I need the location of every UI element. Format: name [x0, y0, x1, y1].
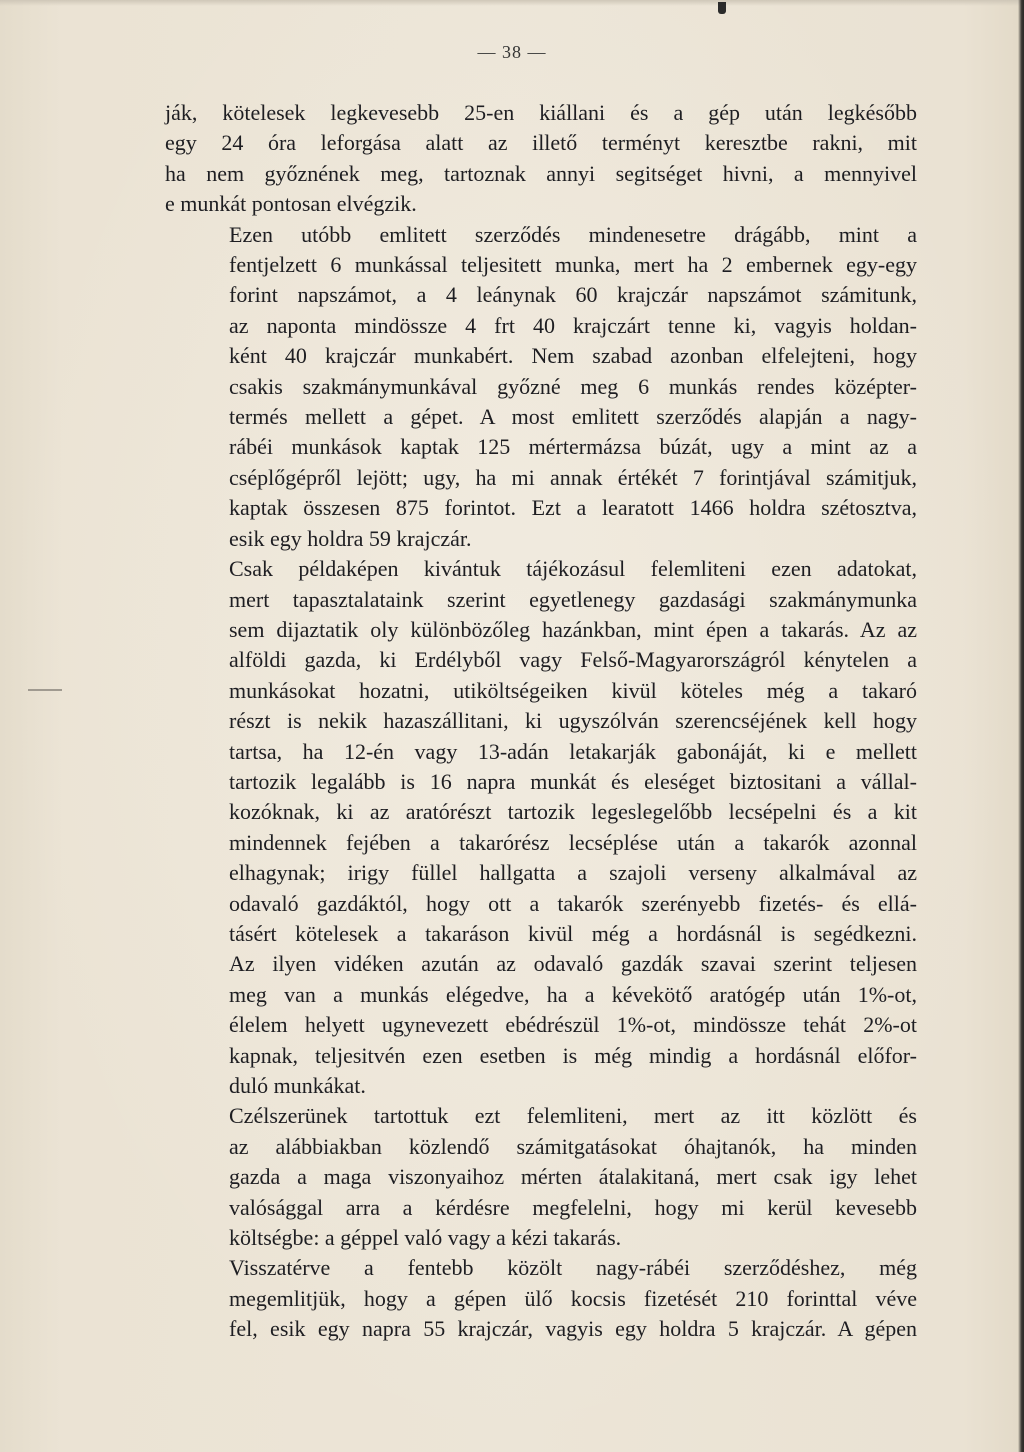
text-line: Ezen utóbb emlitett szerződés mindenesetre drágább, mint a — [229, 221, 917, 247]
text-line: elhagynak; irigy füllel hallgatta a szajoli verseny alkalmával az — [229, 860, 917, 886]
text-line: ha nem győznének meg, tartoznak annyi segitséget hivni, a mennyivel — [165, 160, 917, 186]
text-line: mindennek fejében a takarórész lecséplése után a takarók azonnal — [229, 829, 917, 855]
text-line: duló munkákat. — [229, 1073, 366, 1098]
text-line: kozóknak, ki az aratórészt tartozik legeslegelőbb lecsépelni és a kit — [229, 799, 917, 825]
text-line: Csak példaképen kivántuk tájékozásul felemliteni ezen adatokat, — [229, 556, 917, 582]
text-line: ként 40 krajczár munkabért. Nem szabad azonban elfelejteni, hogy — [229, 343, 917, 369]
text-line: az alábbiakban közlendő számitgatásokat óhajtanók, ha minden — [229, 1133, 917, 1159]
text-line: csakis szakmánymunkával győzné meg 6 munkás rendes középter- — [229, 373, 917, 399]
scan-artifact-mark — [718, 2, 726, 14]
text-line: költségbe: a géppel való vagy a kézi takarás. — [229, 1225, 622, 1251]
text-line: tartsa, ha 12-én vagy 13-adán letakarják gabonáját, ki e mellett — [229, 738, 917, 764]
text-line: meg van a munkás elégedve, ha a kévekötő aratógép után 1%-ot, — [229, 981, 917, 1007]
text-line: fel, esik egy napra 55 krajczár, vagyis egy holdra 5 krajczár. A gépen — [229, 1316, 917, 1342]
text-line: egy 24 óra leforgása alatt az illető terményt keresztbe rakni, mit — [165, 130, 917, 156]
text-line: tartozik legalább is 16 napra munkát és eleséget biztositani a vállal- — [229, 768, 917, 794]
text-line: kapnak, teljesitvén ezen esetben is még mindig a hordásnál előfor- — [229, 1042, 917, 1068]
text-line: mert tapasztalataink szerint egyetlenegy gazdasági szakmánymunka — [229, 586, 917, 612]
paragraph-2 — [165, 220, 917, 554]
text-line: sem dijaztatik oly különbözőleg hazánkban, mint épen a takarás. Az az — [229, 616, 917, 642]
text-line: élelem helyett ugynevezett ebédrészül 1%-ot, mindössze tehát 2%-ot — [229, 1012, 917, 1038]
text-line: tásért kötelesek a takaráson kivül még a hordásnál is segédkezni. — [229, 920, 917, 946]
text-line: termés mellett a gépet. A most emlitett szerződés alapján a nagy- — [229, 404, 917, 430]
text-line: odavaló gazdáktól, hogy ott a takarók szerényebb fizetés- és ellá- — [229, 890, 917, 916]
text-line: e munkát pontosan elvégzik. — [165, 191, 417, 217]
margin-pencil-mark — [28, 689, 62, 691]
text-line: munkásokat hozatni, utiköltségeiken kivül köteles még a takaró — [229, 677, 917, 703]
text-line: valósággal arra a kérdésre megfelelni, hogy mi kerül kevesebb — [229, 1194, 917, 1220]
paragraph-4 — [165, 1101, 917, 1253]
text-line: cséplőgépről lejött; ugy, ha mi annak értékét 7 forintjával számitjuk, — [229, 464, 917, 490]
paragraph-1 — [165, 98, 917, 220]
text-line: részt is nekik hazaszállitani, ki ugyszólván szerencséjének kell hogy — [229, 708, 917, 734]
paragraph-5 — [165, 1253, 917, 1344]
text-line: gazda a maga viszonyaihoz mérten átalakitaná, mert csak igy lehet — [229, 1164, 917, 1190]
paragraph-3 — [165, 554, 917, 1101]
text-line: az naponta mindössze 4 frt 40 krajczárt tenne ki, vagyis holdan- — [229, 312, 917, 338]
text-line: forint napszámot, a 4 leánynak 60 krajczár napszámot számitunk, — [229, 282, 917, 308]
text-line: fentjelzett 6 munkással teljesitett munka, mert ha 2 embernek egy-egy — [229, 252, 917, 278]
body-text — [165, 98, 917, 1345]
text-line: esik egy holdra 59 krajczár. — [229, 525, 472, 551]
page-number: — 38 — — [477, 42, 547, 62]
text-line: Czélszerünek tartottuk ezt felemliteni, mert az itt közlött és — [229, 1103, 917, 1129]
page-top-edge — [0, 0, 1024, 6]
page-right-edge-shadow — [1018, 0, 1024, 1452]
text-line: Visszatérve a fentebb közölt nagy-rábéi szerződéshez, még — [229, 1255, 917, 1281]
text-line: ják, kötelesek legkevesebb 25-en kiállani és a gép után legkésőbb — [165, 100, 917, 125]
text-line: rábéi munkások kaptak 125 mértermázsa búzát, ugy a mint az a — [229, 434, 917, 460]
text-line: kaptak összesen 875 forintot. Ezt a learatott 1466 holdra szétosztva, — [229, 495, 917, 521]
text-line: alföldi gazda, ki Erdélyből vagy Felső-Magyarországról kénytelen a — [229, 647, 917, 673]
text-line: megemlitjük, hogy a gépen ülő kocsis fizetését 210 forinttal véve — [229, 1285, 917, 1311]
text-line: Az ilyen vidéken azután az odavaló gazdák szavai szerint teljesen — [229, 951, 917, 977]
